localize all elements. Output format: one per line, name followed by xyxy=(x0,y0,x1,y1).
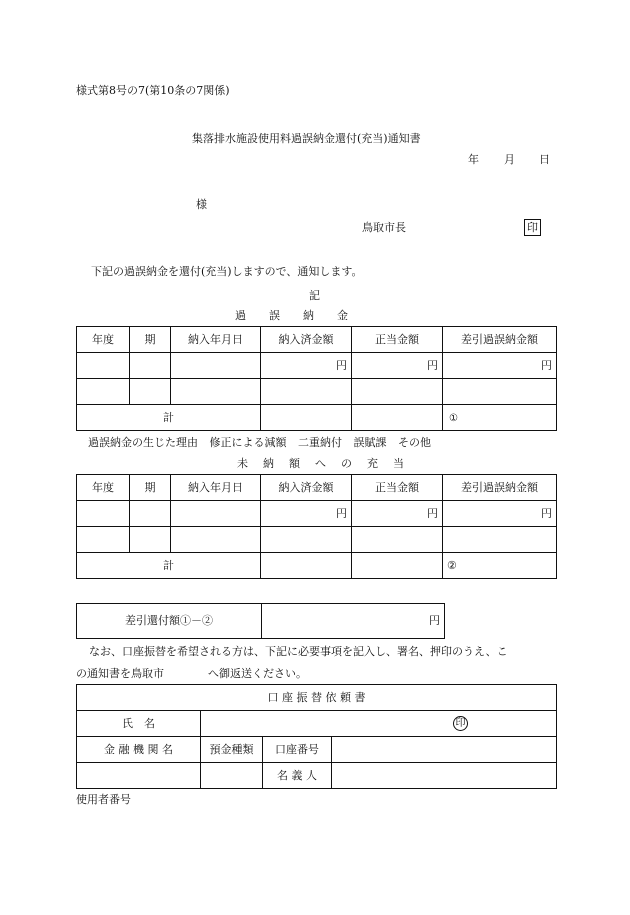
reason-option[interactable]: 修正による減額 xyxy=(209,436,287,449)
cell-paid[interactable] xyxy=(261,379,352,405)
user-number-label: 使用者番号 xyxy=(76,793,131,806)
name-field[interactable] xyxy=(201,711,557,737)
refund-amount[interactable]: 円 xyxy=(262,604,445,639)
cell-date[interactable] xyxy=(171,527,261,553)
date-month: 月 xyxy=(504,153,515,166)
date-day: 日 xyxy=(539,153,550,166)
cell-year[interactable] xyxy=(77,501,130,527)
table-total-row xyxy=(77,405,557,431)
cell-overpay[interactable] xyxy=(443,527,557,553)
table-row xyxy=(77,501,557,527)
document-title: 集落排水施設使用料過誤納金還付(充当)通知書 xyxy=(192,132,421,145)
sender-name: 鳥取市長 xyxy=(362,221,406,234)
total-marker-2: ② xyxy=(447,558,457,572)
header-paid-amount: 納入済金額 xyxy=(261,475,352,501)
cell-correct-yen[interactable]: 円 xyxy=(352,501,443,527)
header-payment-date: 納入年月日 xyxy=(171,475,261,501)
cell-paid[interactable] xyxy=(261,527,352,553)
cell-date[interactable] xyxy=(171,379,261,405)
total-paid[interactable] xyxy=(261,405,352,431)
cell-overpay-yen[interactable]: 円 xyxy=(443,353,557,379)
overpayment-table xyxy=(76,326,557,431)
cell-overpay-yen[interactable]: 円 xyxy=(443,501,557,527)
cell-date[interactable] xyxy=(171,501,261,527)
transfer-title-row xyxy=(77,685,557,711)
cell-paid-yen[interactable]: 円 xyxy=(261,501,352,527)
refund-label: 差引還付額①－② xyxy=(77,604,262,639)
note-line-2a: の通知書を鳥取市 xyxy=(76,667,164,680)
reason-line xyxy=(88,436,431,449)
deposit-type-field[interactable] xyxy=(201,763,263,789)
cell-paid-yen[interactable]: 円 xyxy=(261,353,352,379)
header-overpayment: 差引過誤納金額 xyxy=(443,475,557,501)
note-line-2 xyxy=(76,667,307,680)
header-overpayment: 差引過誤納金額 xyxy=(443,327,557,353)
table-total-row xyxy=(77,553,557,579)
holder-label: 名 義 人 xyxy=(263,763,332,789)
table-row xyxy=(77,527,557,553)
account-number-label: 口座番号 xyxy=(263,737,332,763)
addressee-suffix: 様 xyxy=(196,198,207,211)
transfer-holder-row xyxy=(77,763,557,789)
cell-correct[interactable] xyxy=(352,379,443,405)
refund-box xyxy=(76,603,445,639)
form-number: 様式第8号の7(第10条の7関係) xyxy=(76,84,230,97)
total-label: 計 xyxy=(77,553,261,579)
section1-heading-text: 過 誤 納 金 xyxy=(235,309,354,322)
table-header-row xyxy=(77,475,557,501)
total-overpay[interactable] xyxy=(443,553,557,579)
cell-term[interactable] xyxy=(130,353,171,379)
cell-year[interactable] xyxy=(77,527,130,553)
header-payment-date: 納入年月日 xyxy=(171,327,261,353)
bank-name-field[interactable] xyxy=(77,763,201,789)
intro-text: 下記の過誤納金を還付(充当)しますので、通知します。 xyxy=(91,265,363,278)
note-line-1: なお、口座振替を希望される方は、下記に必要事項を記入し、署名、押印のうえ、こ xyxy=(89,645,508,658)
transfer-title: 口 座 振 替 依 頼 書 xyxy=(77,685,557,711)
refund-row xyxy=(77,604,445,639)
cell-overpay[interactable] xyxy=(443,379,557,405)
cell-correct[interactable] xyxy=(352,527,443,553)
table-header-row xyxy=(77,327,557,353)
total-marker-1: ① xyxy=(449,412,458,424)
transfer-name-row xyxy=(77,711,557,737)
holder-field[interactable] xyxy=(332,763,557,789)
cell-date[interactable] xyxy=(171,353,261,379)
note-line-2b: へ御返送ください。 xyxy=(208,667,307,680)
total-label: 計 xyxy=(77,405,261,431)
table-row xyxy=(77,353,557,379)
section2-heading xyxy=(237,457,406,470)
reason-option[interactable]: 二重納付 xyxy=(298,436,342,449)
section2-heading-text: 未 納 額 へ の 充 当 xyxy=(237,457,406,470)
header-term: 期 xyxy=(130,327,171,353)
reason-label: 過誤納金の生じた理由 xyxy=(88,436,198,449)
header-correct-amount: 正当金額 xyxy=(352,475,443,501)
header-term: 期 xyxy=(130,475,171,501)
cell-year[interactable] xyxy=(77,379,130,405)
account-transfer-table xyxy=(76,684,557,789)
seal-stamp: 印 xyxy=(524,219,541,236)
transfer-bank-row xyxy=(77,737,557,763)
cell-term[interactable] xyxy=(130,501,171,527)
ki-label: 記 xyxy=(309,289,320,302)
header-correct-amount: 正当金額 xyxy=(352,327,443,353)
reason-option[interactable]: その他 xyxy=(398,436,431,449)
cell-correct-yen[interactable]: 円 xyxy=(352,353,443,379)
cell-term[interactable] xyxy=(130,527,171,553)
account-number-field[interactable] xyxy=(332,737,557,763)
name-seal: 印 xyxy=(453,716,468,731)
section1-heading xyxy=(235,309,354,322)
total-correct[interactable] xyxy=(352,553,443,579)
cell-term[interactable] xyxy=(130,379,171,405)
total-correct[interactable] xyxy=(352,405,443,431)
total-paid[interactable] xyxy=(261,553,352,579)
bank-label: 金 融 機 関 名 xyxy=(77,737,201,763)
table-row xyxy=(77,379,557,405)
name-label: 氏 名 xyxy=(77,711,201,737)
total-overpay[interactable] xyxy=(443,405,557,431)
header-year: 年度 xyxy=(77,475,130,501)
seal-mark xyxy=(524,219,541,236)
unpaid-allocation-table xyxy=(76,474,557,579)
cell-year[interactable] xyxy=(77,353,130,379)
header-year: 年度 xyxy=(77,327,130,353)
date-year: 年 xyxy=(468,153,479,166)
deposit-type-label: 預金種類 xyxy=(201,737,263,763)
header-paid-amount: 納入済金額 xyxy=(261,327,352,353)
reason-option[interactable]: 誤賦課 xyxy=(353,436,387,449)
